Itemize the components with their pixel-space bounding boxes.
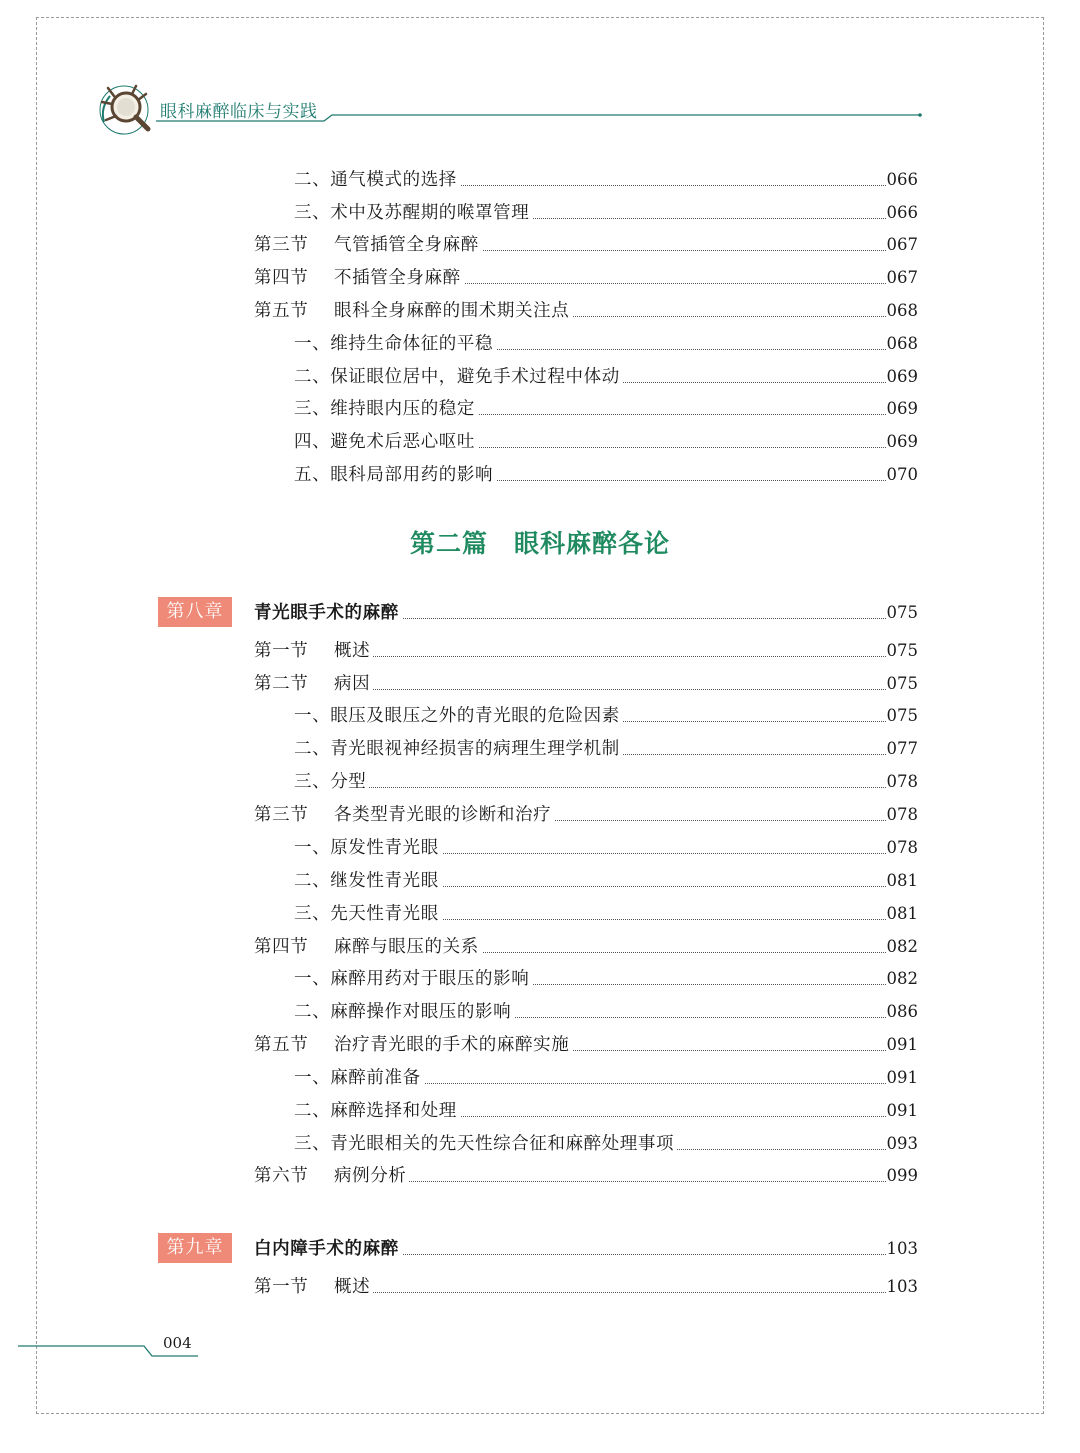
toc-entry-page: 082 [886,964,918,994]
section-number: 第四节 [254,268,309,288]
toc-entry-page: 075 [886,636,918,666]
toc-entry-page: 082 [886,932,918,962]
toc-entry-page: 075 [886,701,918,731]
toc-entry[interactable] [0,1096,1080,1126]
chapter-entry[interactable] [0,1234,1080,1264]
chapter-page: 103 [886,1234,918,1264]
leader-dots [300,1292,914,1293]
toc-entry[interactable] [0,1030,1080,1060]
toc-entry[interactable] [0,899,1080,929]
toc-entry-label: 麻醉与眼压的关系 [334,937,479,957]
magnifier-logo-icon [96,82,156,138]
chapter-page: 075 [886,598,918,628]
toc-entry[interactable] [0,198,1080,228]
toc-entry-label: 三、先天性青光眼 [294,899,442,929]
section-number: 第五节 [254,301,309,321]
toc-entry-label: 三、维持眼内压的稳定 [294,394,478,424]
section-number: 第四节 [254,937,309,957]
toc-entry[interactable] [0,734,1080,764]
toc-entry-page: 099 [886,1161,918,1191]
toc-entry-label: 病因 [334,674,371,694]
toc-entry[interactable] [0,394,1080,424]
toc-entry-label: 四、避免术后恶心呕吐 [294,427,478,457]
toc-entry[interactable] [0,1063,1080,1093]
leader-dots [300,656,914,657]
toc-entry-label: 概述 [334,641,371,661]
toc-entry-page: 067 [886,263,918,293]
toc-entry[interactable] [0,767,1080,797]
toc-entry[interactable] [0,362,1080,392]
toc-entry-label: 一、麻醉前准备 [294,1063,424,1093]
chapter-title: 青光眼手术的麻醉 [254,598,402,628]
part-title: 第二篇 眼科麻醉各论 [409,529,670,558]
toc-entry[interactable] [0,1272,1080,1302]
toc-entry-label: 二、保证眼位居中，避免手术过程中体动 [294,362,623,392]
section-number: 第二节 [254,674,309,694]
toc-entry-label: 一、原发性青光眼 [294,833,442,863]
toc-entry[interactable] [0,230,1080,260]
toc-entry-page: 067 [886,230,918,260]
toc-entry-page: 093 [886,1129,918,1159]
toc-entry-label: 二、麻醉选择和处理 [294,1096,460,1126]
toc-entry[interactable] [0,669,1080,699]
section-number: 第一节 [254,1277,309,1297]
toc-entry[interactable] [0,800,1080,830]
toc-entry-page: 077 [886,734,918,764]
toc-entry-page: 078 [886,800,918,830]
toc-entry-page: 069 [886,394,918,424]
toc-entry[interactable] [0,329,1080,359]
section-number: 第三节 [254,805,309,825]
toc-entry-page: 068 [886,296,918,326]
toc-entry-label: 三、术中及苏醒期的喉罩管理 [294,198,532,228]
toc-entry[interactable] [0,1161,1080,1191]
toc-entry[interactable] [0,296,1080,326]
toc-entry-label: 一、麻醉用药对于眼压的影响 [294,964,532,994]
section-number: 第五节 [254,1035,309,1055]
toc-entry[interactable] [0,997,1080,1027]
header-rule [156,112,924,122]
toc-entry-label: 二、青光眼视神经损害的病理生理学机制 [294,734,623,764]
toc-entry-label: 一、维持生命体征的平稳 [294,329,496,359]
toc-entry-label: 各类型青光眼的诊断和治疗 [334,805,552,825]
toc-entry-page: 091 [886,1030,918,1060]
toc-entry-page: 091 [886,1063,918,1093]
toc-entry-label: 二、通气模式的选择 [294,165,460,195]
toc-entry-page: 078 [886,767,918,797]
toc-entry[interactable] [0,1129,1080,1159]
toc-entry-label: 三、青光眼相关的先天性综合征和麻醉处理事项 [294,1129,677,1159]
toc-entry-page: 070 [886,460,918,490]
chapter-entry[interactable] [0,598,1080,628]
toc-entry-page: 075 [886,669,918,699]
toc-entry-label: 五、眼科局部用药的影响 [294,460,496,490]
toc-entry-page: 069 [886,362,918,392]
toc-entry-label: 二、继发性青光眼 [294,866,442,896]
toc-entry-page: 103 [886,1272,918,1302]
toc-entry-page: 078 [886,833,918,863]
toc-entry-label: 不插管全身麻醉 [334,268,461,288]
toc-entry-label: 三、分型 [294,767,369,797]
toc-entry-page: 086 [886,997,918,1027]
toc-entry[interactable] [0,460,1080,490]
toc-entry[interactable] [0,866,1080,896]
toc-entry-page: 069 [886,427,918,457]
toc-entry-page: 081 [886,899,918,929]
leader-dots [300,689,914,690]
chapter-tag: 第八章 [158,597,232,627]
header-title: 眼科麻醉临床与实践 [160,102,318,122]
toc-entry[interactable] [0,636,1080,666]
toc-entry-label: 概述 [334,1277,371,1297]
toc-entry[interactable] [0,964,1080,994]
toc-entry-label: 一、眼压及眼压之外的青光眼的危险因素 [294,701,623,731]
toc-entry-label: 病例分析 [334,1166,407,1186]
toc-entry-page: 091 [886,1096,918,1126]
toc-entry[interactable] [0,165,1080,195]
leader-dots [330,787,914,788]
page-number: 004 [163,1334,192,1352]
toc-entry-page: 068 [886,329,918,359]
toc-entry-label: 二、麻醉操作对眼压的影响 [294,997,514,1027]
chapter-tag: 第九章 [158,1233,232,1263]
toc-entry[interactable] [0,701,1080,731]
section-number: 第三节 [254,235,309,255]
chapter-title: 白内障手术的麻醉 [254,1234,402,1264]
toc-entry-label: 眼科全身麻醉的围术期关注点 [334,301,570,321]
section-number: 第六节 [254,1166,309,1186]
toc-entry[interactable] [0,932,1080,962]
toc-entry[interactable] [0,263,1080,293]
toc-entry-label: 气管插管全身麻醉 [334,235,479,255]
toc-entry[interactable] [0,427,1080,457]
toc-entry-label: 治疗青光眼的手术的麻醉实施 [334,1035,570,1055]
toc-entry[interactable] [0,833,1080,863]
toc-entry-page: 081 [886,866,918,896]
toc-entry-page: 066 [886,198,918,228]
section-number: 第一节 [254,641,309,661]
toc-entry-page: 066 [886,165,918,195]
